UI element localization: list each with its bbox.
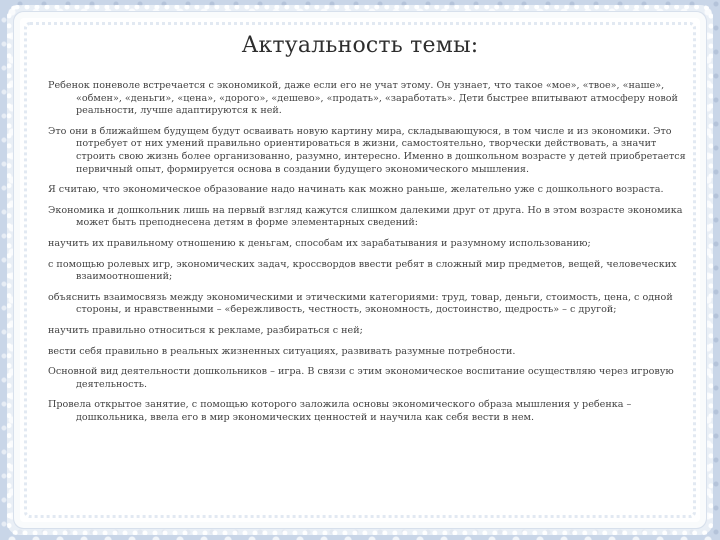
paragraph-play-activity: Основной вид деятельности дошкольников – игра. В связи с этим экономическое воспитание осуществляю через игровую деятельность.: [48, 366, 674, 390]
paragraph-intro: Ребенок поневоле встречается с экономикой, даже если его не учат этому. Он узнает, что такое «мое», «твое», «наше», «обмен», «деньги», «цена», «дорого», «дешево», «продать», «заработать». Дети быстрее впитывают атмосферу новой реальности, лучше адаптируются к ней.: [48, 80, 678, 117]
list-item-advertising: научить правильно относиться к рекламе, разбираться с ней;: [48, 324, 363, 336]
list-item-ethics: объяснить взаимосвязь между экономическими и этическими категориями: труд, товар, деньги, стоимость, цена, с одной стороны, и нравственными – «бережливость, честность, экономность, достоинство, щедрость» – с другой;: [48, 291, 673, 316]
list-item-behaviour: вести себя правильно в реальных жизненных ситуациях, развивать разумные потребности.: [48, 345, 516, 357]
slide-title: Актуальность темы:: [241, 33, 479, 58]
slide-content: [48, 80, 688, 432]
paragraph-opinion: Я считаю, что экономическое образование надо начинать как можно раньше, желательно уже с дошкольного возраста.: [48, 184, 664, 196]
list-item-role-games: с помощью ролевых игр, экономических задач, кроссвордов ввести ребят в сложный мир предметов, вещей, человеческих взаимоотношений;: [48, 258, 677, 283]
paragraph-economics-preschooler: Экономика и дошкольник лишь на первый взгляд кажутся слишком далекими друг от друга. Но в этом возрасте экономика может быть преподнесена детям в форме элементарных сведений:: [48, 204, 683, 229]
list-item-money: научить их правильному отношению к деньгам, способам их зарабатывания и разумному использованию;: [48, 237, 591, 249]
paragraph-open-lesson: Провела открытое занятие, с помощью которого заложила основы экономического образа мышления у ребенка – дошкольника, ввела его в мир экономических ценностей и научила как себя вести в нем.: [48, 399, 632, 423]
paragraph-future: Это они в ближайшем будущем будут осваивать новую картину мира, складывающуюся, в том числе и из экономики. Это потребует от них умений правильно ориентироваться в жизни, самостоятельно, творчески действовать, а значит строить свою жизнь более организованно, разумно, интересно. Именно в дошкольном возрасте у детей приобретается первичный опыт, формируется основа в создании будущего экономического мышления.: [48, 125, 686, 175]
